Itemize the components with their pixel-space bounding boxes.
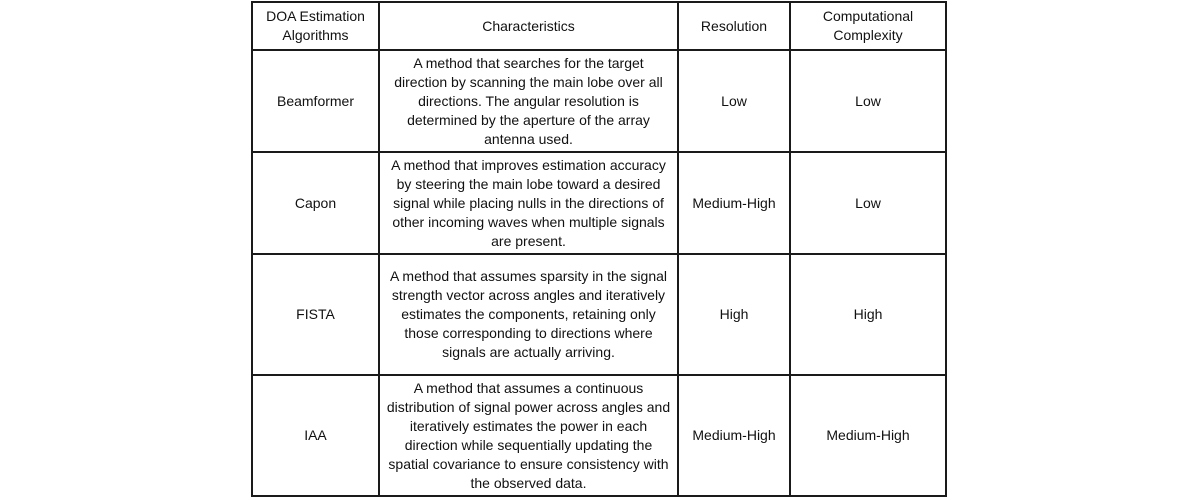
cell-resolution: Medium-High bbox=[678, 152, 790, 254]
header-resolution: Resolution bbox=[678, 2, 790, 50]
table-row bbox=[252, 254, 946, 375]
cell-algorithm: Beamformer bbox=[252, 50, 379, 152]
header-characteristics: Characteristics bbox=[379, 2, 678, 50]
table-row bbox=[252, 375, 946, 496]
cell-complexity: Medium-High bbox=[790, 375, 946, 496]
doa-comparison-table bbox=[251, 1, 947, 497]
cell-algorithm: FISTA bbox=[252, 254, 379, 375]
cell-complexity: Low bbox=[790, 50, 946, 152]
table-row bbox=[252, 152, 946, 254]
cell-characteristics: A method that assumes a continuous distribution of signal power across angles and iteratively estimates the power in each direction while sequentially updating the spatial covariance to ensure consistency with the observed data. bbox=[379, 375, 678, 496]
cell-characteristics: A method that improves estimation accuracy by steering the main lobe toward a desired signal while placing nulls in the directions of other incoming waves when multiple signals are present. bbox=[379, 152, 678, 254]
cell-resolution: High bbox=[678, 254, 790, 375]
cell-characteristics: A method that assumes sparsity in the signal strength vector across angles and iteratively estimates the components, retaining only those corresponding to directions where signals are actually arriving. bbox=[379, 254, 678, 375]
cell-resolution: Low bbox=[678, 50, 790, 152]
cell-algorithm: Capon bbox=[252, 152, 379, 254]
cell-algorithm: IAA bbox=[252, 375, 379, 496]
table-row bbox=[252, 50, 946, 152]
header-complexity: Computational Complexity bbox=[790, 2, 946, 50]
cell-complexity: High bbox=[790, 254, 946, 375]
table-header-row bbox=[252, 2, 946, 50]
header-algorithms: DOA Estimation Algorithms bbox=[252, 2, 379, 50]
cell-complexity: Low bbox=[790, 152, 946, 254]
cell-resolution: Medium-High bbox=[678, 375, 790, 496]
cell-characteristics: A method that searches for the target direction by scanning the main lobe over all directions. The angular resolution is determined by the aperture of the array antenna used. bbox=[379, 50, 678, 152]
